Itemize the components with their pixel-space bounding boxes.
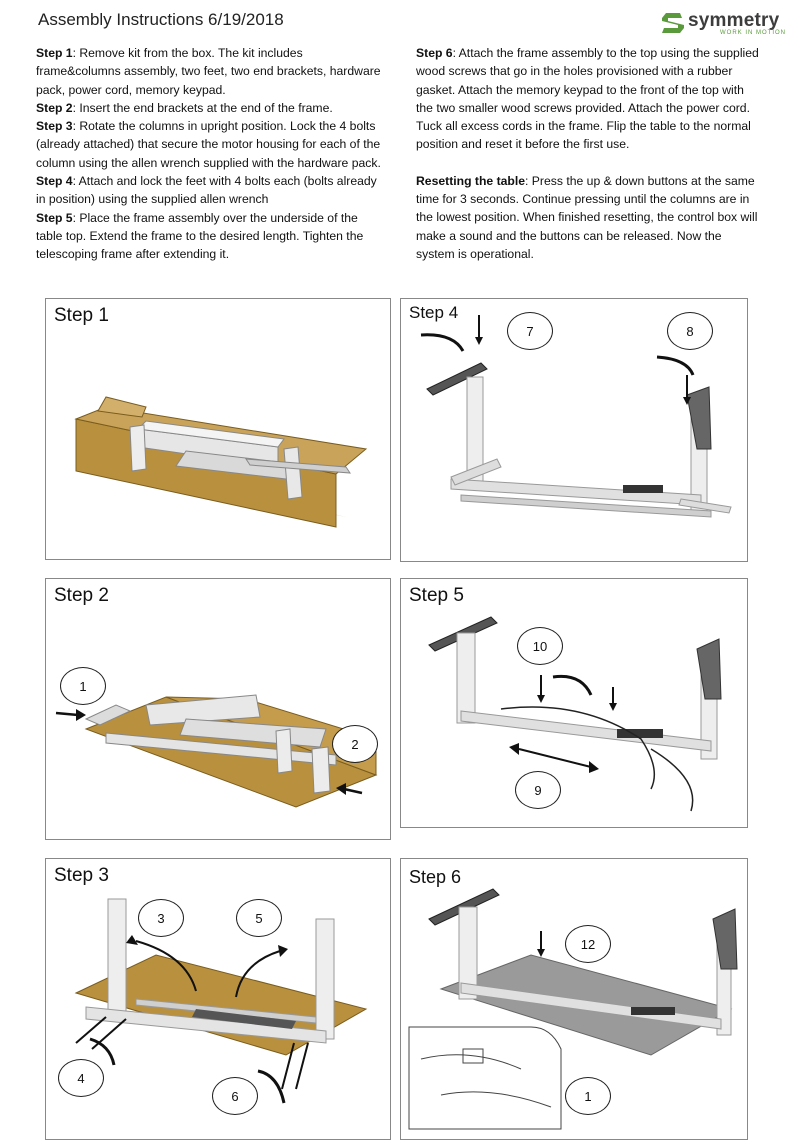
- callout-8: 8: [667, 312, 713, 350]
- step-5-instruction: Step 5: Place the frame assembly over the underside of the table top. Extend the frame to the desired length. Tighten the telescoping frame after extending it.: [36, 210, 364, 262]
- callout-2: 2: [332, 725, 378, 763]
- step-5-illustration: [401, 579, 748, 828]
- instructions-left-column: [36, 44, 381, 264]
- callout-6: 6: [212, 1077, 258, 1115]
- callout-1-detail: 1: [565, 1077, 611, 1115]
- callout-9: 9: [515, 771, 561, 809]
- page-title: Assembly Instructions 6/19/2018: [38, 10, 284, 29]
- callout-1: 1: [60, 667, 106, 705]
- instructions-right-column: [416, 44, 761, 263]
- reset-instruction: Resetting the table: Press the up & down buttons at the same time for 3 seconds. Continue pressing until the columns are in the lowest position. When finished resetting, the control box will make a sound and the buttons can be released. Now the system is operational.: [416, 173, 758, 261]
- step-1-panel: [45, 298, 391, 560]
- step-6-instruction: Step 6: Attach the frame assembly to the top using the supplied wood screws that go in the holes provisioned with a rubber gasket. Attach the memory keypad to the front of the top with the two smaller wood screws provided. Attach the power cord. Tuck all excess cords in the frame. Flip the table to the normal position and reset it before the first use.: [416, 46, 759, 152]
- callout-10: 10: [517, 627, 563, 665]
- step-3-label: Step 3: [54, 865, 109, 886]
- callout-7: 7: [507, 312, 553, 350]
- logo-s-icon: [660, 10, 686, 36]
- symmetry-logo: [660, 8, 800, 42]
- logo-name: symmetry: [688, 10, 780, 31]
- logo-tagline: WORK IN MOTION: [720, 30, 786, 36]
- callout-3: 3: [138, 899, 184, 937]
- step-2-panel: [45, 578, 391, 840]
- callout-5: 5: [236, 899, 282, 937]
- step-4-panel: [400, 298, 748, 562]
- step-1-illustration: [46, 299, 391, 560]
- step-3-instruction: Step 3: Rotate the columns in upright position. Lock the 4 bolts (already attached) that secure the motor housing for each of the column using the allen wrench supplied with the hardware pack.: [36, 119, 381, 170]
- step-5-label: Step 5: [409, 585, 464, 606]
- step-2-label: Step 2: [54, 585, 109, 606]
- step-4-label: Step 4: [409, 303, 459, 322]
- step-6-label: Step 6: [409, 867, 462, 887]
- step-2-instruction: Step 2: Insert the end brackets at the end of the frame.: [36, 100, 333, 115]
- step-1-label: Step 1: [54, 305, 109, 326]
- step-4-instruction: Step 4: Attach and lock the feet with 4 bolts each (bolts already in position) using the supplied allen wrench: [36, 174, 377, 207]
- step-2-illustration: [46, 579, 391, 840]
- step-5-panel: [400, 578, 748, 828]
- step-1-instruction: Step 1: Remove kit from the box. The kit includes frame&columns assembly, two feet, two end brackets, hardware pack, power cord, memory keypad.: [36, 46, 381, 97]
- step-6-panel: [400, 858, 748, 1140]
- callout-12: 12: [565, 925, 611, 963]
- callout-4: 4: [58, 1059, 104, 1097]
- step-3-panel: [45, 858, 391, 1140]
